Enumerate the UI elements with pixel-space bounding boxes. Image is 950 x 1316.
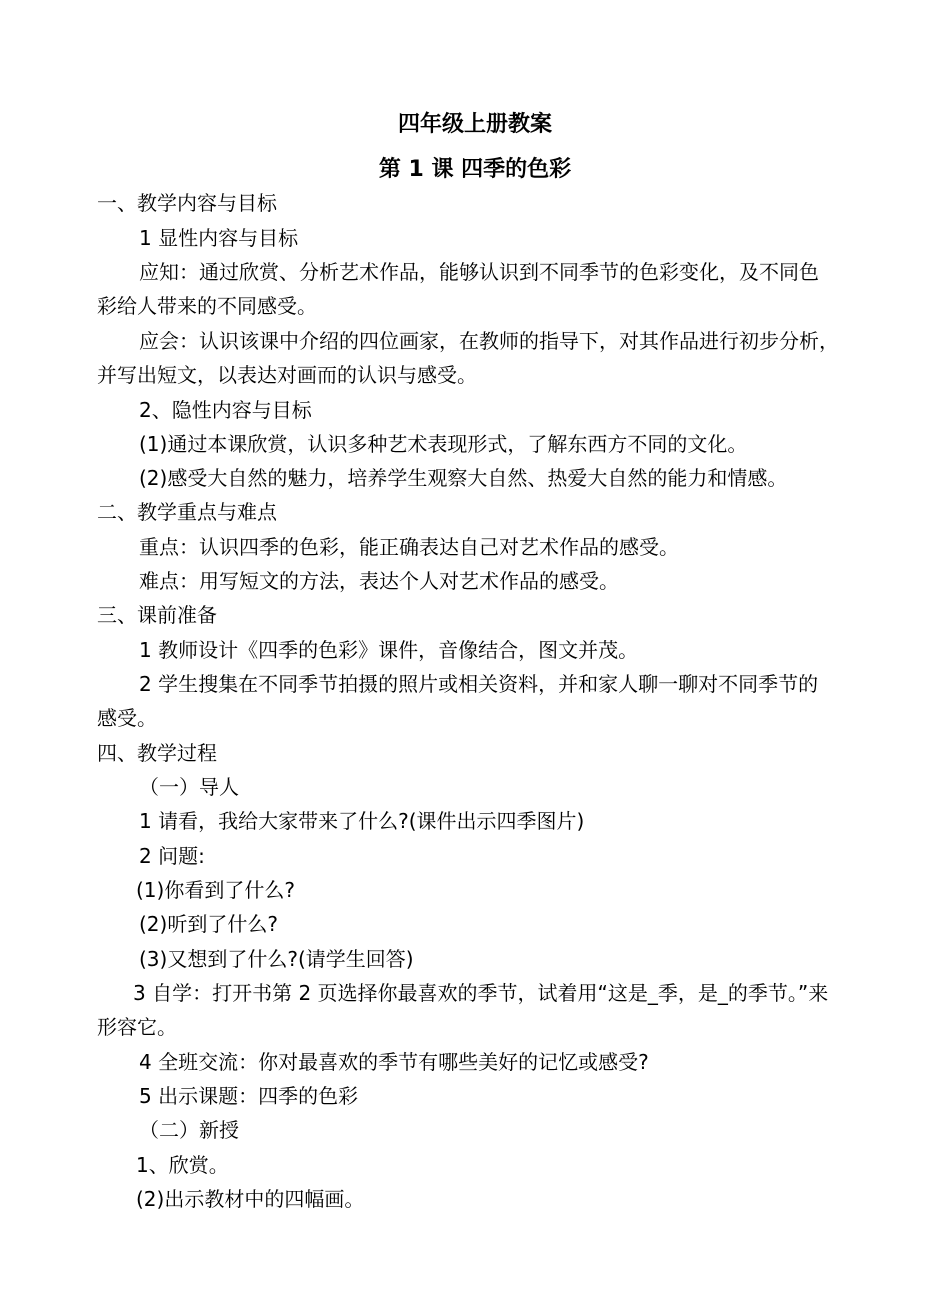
- paragraph-line: 应知：通过欣赏、分析艺术作品，能够认识到不同季节的色彩变化，及不同色: [139, 260, 819, 284]
- paragraph-line: 难点：用写短文的方法，表达个人对艺术作品的感受。: [139, 569, 619, 593]
- section-heading: 三、课前准备: [97, 603, 217, 627]
- list-item: 1、欣赏。: [136, 1153, 229, 1177]
- list-item: (2)感受大自然的魅力，培养学生观察大自然、热爱大自然的能力和情感。: [139, 466, 788, 490]
- section-heading: 四、教学过程: [97, 741, 217, 765]
- section-heading: 一、教学内容与目标: [97, 191, 277, 215]
- list-item: 2 学生搜集在不同季节拍摄的照片或相关资料，并和家人聊一聊对不同季节的: [139, 672, 819, 696]
- paragraph-line: 并写出短文，以表达对画而的认识与感受。: [97, 363, 477, 387]
- list-item: 3 自学：打开书第 2 页选择你最喜欢的季节，试着用“这是_季，是_的季节。”来: [133, 981, 829, 1005]
- paragraph-line: 感受。: [97, 706, 157, 730]
- list-item: (1)你看到了什么?: [136, 878, 295, 902]
- list-item: (2)听到了什么?: [139, 912, 278, 936]
- list-item: 1 请看，我给大家带来了什么?(课件出示四季图片): [139, 809, 585, 833]
- paragraph-line: 应会：认识该课中介绍的四位画家，在教师的指导下，对其作品进行初步分析，: [139, 329, 839, 353]
- list-item: 1 教师设计《四季的色彩》课件，音像结合，图文并茂。: [139, 638, 639, 662]
- subsection-heading: （一）导人: [139, 775, 239, 799]
- list-item: (1)通过本课欣赏，认识多种艺术表现形式，了解东西方不同的文化。: [139, 432, 748, 456]
- paragraph-line: 彩给人带来的不同感受。: [97, 294, 317, 318]
- subsection-heading: （二）新授: [139, 1118, 239, 1142]
- subsection-heading: 1 显性内容与目标: [139, 226, 299, 250]
- list-item: 2 问题:: [139, 844, 205, 868]
- list-item: (3)又想到了什么?(请学生回答): [139, 947, 414, 971]
- subsection-heading: 2、隐性内容与目标: [139, 398, 312, 422]
- list-item: 4 全班交流：你对最喜欢的季节有哪些美好的记忆或感受?: [139, 1050, 649, 1074]
- list-item: (2)出示教材中的四幅画。: [136, 1187, 365, 1211]
- paragraph-line: 重点：认识四季的色彩，能正确表达自己对艺术作品的感受。: [139, 535, 679, 559]
- list-item: 5 出示课题：四季的色彩: [139, 1084, 359, 1108]
- document-title: 四年级上册教案: [397, 112, 552, 137]
- section-heading: 二、教学重点与难点: [97, 500, 277, 524]
- paragraph-line: 形容它。: [97, 1015, 177, 1039]
- lesson-title: 第 1 课 四季的色彩: [378, 157, 572, 182]
